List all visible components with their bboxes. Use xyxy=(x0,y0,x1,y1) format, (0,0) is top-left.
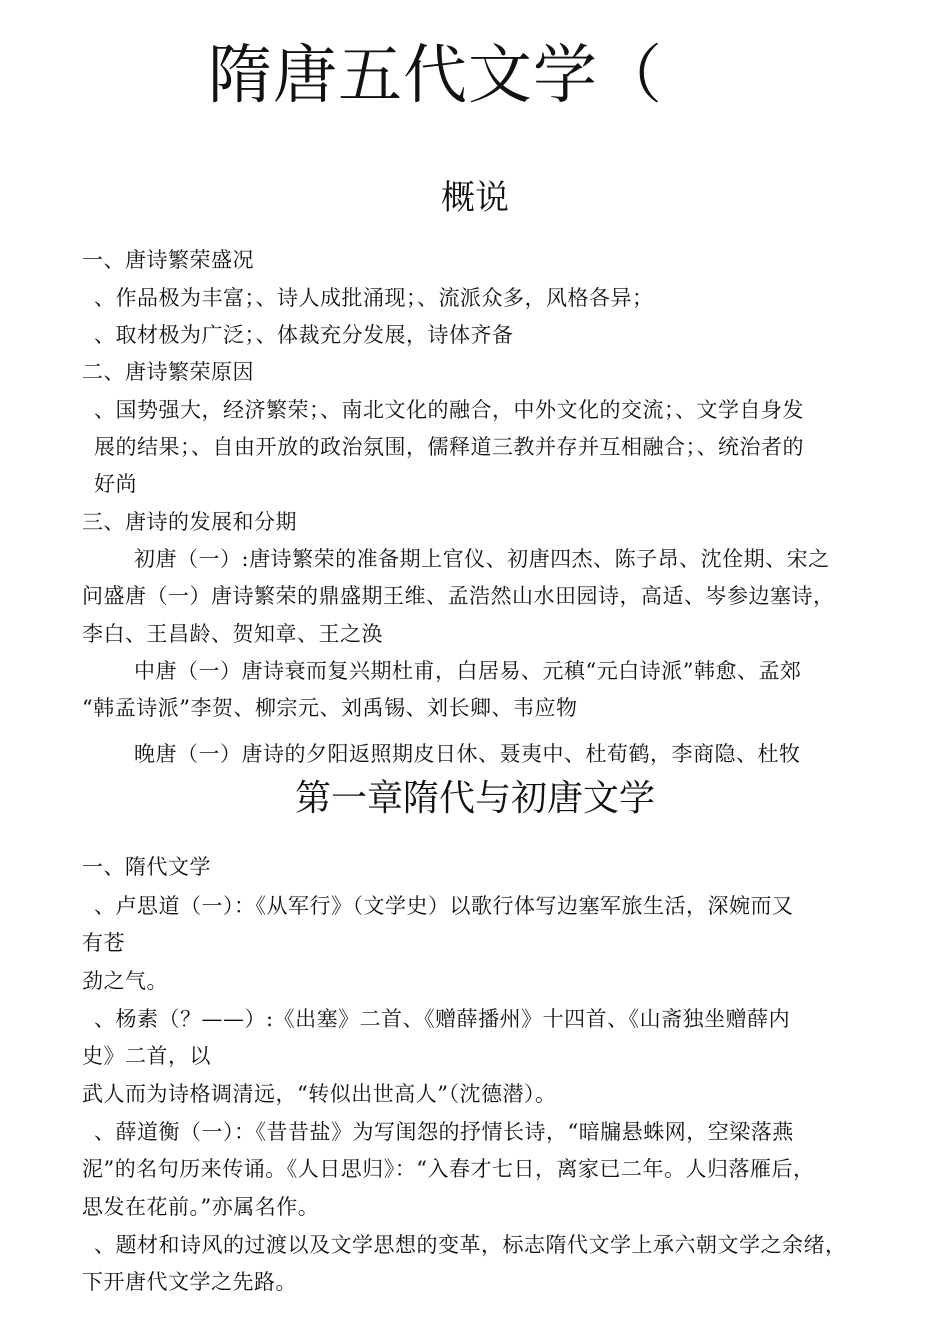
paragraph-line: 中唐（一）唐诗衰而复兴期杜甫，白居易、元稹“元白诗派”韩愈、孟郊 xyxy=(134,659,802,683)
heading-line: 二、唐诗繁荣原因 xyxy=(82,360,254,384)
section-heading-overview: 概说 xyxy=(441,178,509,218)
paragraph-line: 、题材和诗风的过渡以及文学思想的变革，标志隋代文学上承六朝文学之余绪， xyxy=(94,1233,847,1257)
paragraph-line: 史》二首，以 xyxy=(82,1044,211,1068)
paragraph-line: 泥”的名句历来传诵。《人日思归》：“入春才七日，离家已二年。人归落雁后， xyxy=(82,1157,815,1181)
paragraph-line: 问盛唐（一）唐诗繁荣的鼎盛期王维、孟浩然山水田园诗，高适、岑参边塞诗， xyxy=(82,584,835,608)
paragraph-line: 晚唐（一）唐诗的夕阳返照期皮日休、聂夷中、杜荀鹤，李商隐、杜牧 xyxy=(134,742,801,766)
heading-line: 一、唐诗繁荣盛况 xyxy=(82,248,254,272)
paragraph-line: 、取材极为广泛；、体裁充分发展，诗体齐备 xyxy=(94,323,514,347)
paragraph-line: 劲之气。 xyxy=(82,969,168,993)
chapter-heading: 第一章隋代与初唐文学 xyxy=(294,778,655,819)
heading-line: 一、隋代文学 xyxy=(82,855,211,879)
paragraph-line: 、作品极为丰富；、诗人成批涌现；、流派众多，风格各异； xyxy=(94,286,654,310)
heading-line: 三、唐诗的发展和分期 xyxy=(82,510,297,534)
paragraph-line: 、薛道衡（一）：《昔昔盐》为写闺怨的抒情长诗，“暗牖悬蛛网，空梁落燕 xyxy=(94,1120,794,1144)
paragraph-line: 李白、王昌龄、贺知章、王之涣 xyxy=(82,622,383,646)
paragraph-line: 、卢思道（一）：《从军行》（文学史）以歌行体写边塞军旅生活，深婉而又 xyxy=(94,894,794,918)
document-title: 隋唐五代文学（ xyxy=(208,39,663,113)
paragraph-line: 展的结果；、自由开放的政治氛围，儒释道三教并存并互相融合；、统治者的 xyxy=(94,435,804,459)
paragraph-line: 武人而为诗格调清远，“转似出世高人”（沈德潜）。 xyxy=(82,1082,557,1106)
paragraph-line: 下开唐代文学之先路。 xyxy=(82,1270,297,1294)
paragraph-line: 有苍 xyxy=(82,931,125,955)
paragraph-line: 好尚 xyxy=(94,472,137,496)
paragraph-line: 、杨素（？——）:《出塞》二首、《赠薛播州》十四首、《山斋独坐赠薛内 xyxy=(94,1007,791,1031)
paragraph-line: 初唐（一）:唐诗繁荣的准备期上官仪、初唐四杰、陈子昂、沈佺期、宋之 xyxy=(134,547,830,571)
paragraph-line: 、国势强大，经济繁荣；、南北文化的融合，中外文化的交流；、文学自身发 xyxy=(94,398,804,422)
paragraph-line: 思发在花前。”亦属名作。 xyxy=(82,1195,320,1219)
paragraph-line: “韩孟诗派”李贺、柳宗元、刘禹锡、刘长卿、韦应物 xyxy=(82,696,578,720)
